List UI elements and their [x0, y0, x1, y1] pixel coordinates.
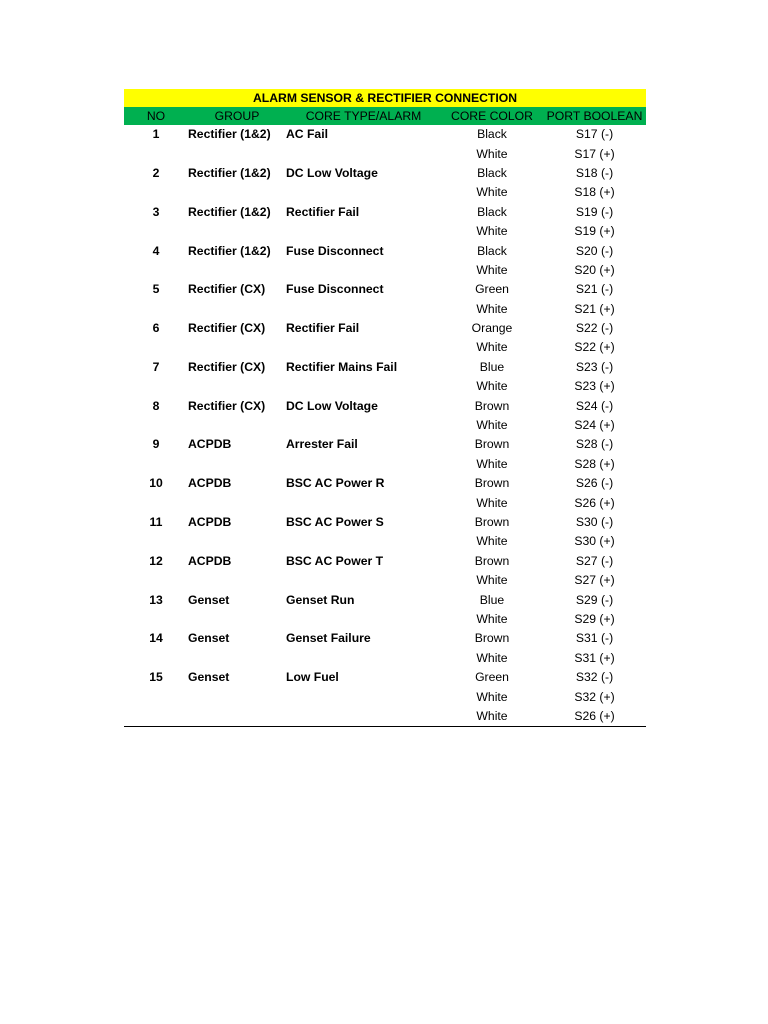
- cell-core-color: Brown: [474, 398, 510, 413]
- cell-port-boolean: S20 (+): [574, 262, 615, 277]
- cell-core-type: [286, 183, 441, 202]
- table-row: [124, 513, 646, 532]
- table-row: [124, 125, 646, 144]
- table-row: [124, 358, 646, 377]
- cell-core-color: White: [476, 534, 508, 549]
- cell-core-color: Green: [475, 282, 509, 297]
- cell-core-color: White: [476, 224, 508, 239]
- cell-core-type: Fuse Disconnect: [286, 243, 384, 258]
- cell-port-boolean: S28 (-): [575, 437, 614, 452]
- cell-port-boolean: S30 (-): [575, 515, 614, 529]
- cell-port-boolean: S26 (+): [574, 495, 615, 510]
- cell-group: [188, 222, 286, 241]
- cell-core-color: Black: [477, 127, 507, 142]
- cell-no: [124, 300, 188, 319]
- cell-core-color: White: [476, 146, 508, 161]
- cell-core-type: [286, 416, 441, 435]
- cell-group: ACPDB: [188, 553, 232, 568]
- table-row: [124, 319, 646, 338]
- cell-core-type: Arrester Fail: [286, 437, 358, 452]
- cell-core-type: Rectifier Fail: [286, 321, 360, 336]
- cell-core-type: BSC AC Power S: [286, 515, 384, 529]
- cell-core-type: AC Fail: [286, 127, 328, 142]
- cell-no: 13: [149, 592, 163, 607]
- cell-group: ACPDB: [188, 515, 232, 529]
- table-row: [124, 396, 646, 415]
- cell-group: Rectifier (1&2): [188, 165, 271, 180]
- cell-group: [188, 687, 286, 706]
- cell-core-type: DC Low Voltage: [286, 165, 378, 180]
- cell-no: 3: [152, 204, 160, 219]
- cell-core-type: [286, 649, 441, 668]
- cell-core-type: [286, 571, 441, 590]
- table-row: [124, 455, 646, 474]
- cell-group: [188, 416, 286, 435]
- cell-port-boolean: S23 (-): [575, 359, 614, 374]
- cell-port-boolean: S31 (+): [574, 650, 615, 665]
- cell-no: 5: [152, 282, 160, 297]
- header-port-boolean: PORT BOOLEAN: [543, 107, 646, 125]
- cell-core-color: Brown: [474, 437, 510, 452]
- cell-core-type: [286, 300, 441, 319]
- cell-no: [124, 222, 188, 241]
- cell-no: [124, 532, 188, 551]
- cell-port-boolean: S30 (+): [574, 534, 615, 549]
- cell-core-color: White: [476, 185, 508, 200]
- table-row: [124, 493, 646, 512]
- cell-no: [124, 610, 188, 629]
- cell-core-type: [286, 338, 441, 357]
- table-row: [124, 300, 646, 319]
- cell-no: 1: [152, 127, 160, 142]
- header-group: GROUP: [188, 107, 286, 125]
- cell-core-color: Black: [477, 165, 507, 180]
- table-row: [124, 338, 646, 357]
- cell-core-color: White: [476, 301, 508, 316]
- table-row: [124, 203, 646, 222]
- cell-no: 4: [152, 243, 160, 258]
- cell-core-type: [286, 144, 441, 163]
- cell-core-type: Low Fuel: [286, 670, 339, 685]
- cell-port-boolean: S24 (+): [574, 418, 615, 433]
- table-row: [124, 416, 646, 435]
- cell-core-color: White: [476, 573, 508, 588]
- cell-core-type: Genset Run: [286, 592, 355, 607]
- cell-core-type: [286, 261, 441, 280]
- cell-port-boolean: S29 (+): [574, 611, 615, 626]
- cell-port-boolean: S21 (-): [575, 282, 614, 297]
- cell-core-color: Brown: [474, 631, 510, 646]
- cell-core-type: [286, 493, 441, 512]
- cell-core-color: Orange: [471, 321, 513, 336]
- cell-group: [188, 532, 286, 551]
- table-row: [124, 590, 646, 609]
- cell-port-boolean: S18 (+): [574, 185, 615, 200]
- cell-core-type: DC Low Voltage: [286, 398, 378, 413]
- connection-table: [124, 89, 646, 726]
- cell-group: [188, 649, 286, 668]
- table-row: [124, 222, 646, 241]
- cell-no: 11: [149, 515, 163, 529]
- cell-port-boolean: S24 (-): [575, 398, 614, 413]
- cell-port-boolean: S22 (+): [574, 340, 615, 355]
- cell-core-color: Black: [477, 243, 507, 258]
- cell-group: [188, 300, 286, 319]
- table-row: [124, 532, 646, 551]
- cell-group: Genset: [188, 631, 230, 646]
- cell-port-boolean: S26 (-): [575, 476, 614, 491]
- cell-core-type: Rectifier Mains Fail: [286, 359, 398, 374]
- table-row: [124, 649, 646, 668]
- cell-group: [188, 338, 286, 357]
- table-row: [124, 377, 646, 396]
- cell-no: 7: [152, 359, 160, 374]
- cell-group: Rectifier (CX): [188, 321, 266, 336]
- cell-core-color: White: [476, 340, 508, 355]
- cell-no: 2: [152, 165, 160, 180]
- cell-core-color: White: [476, 262, 508, 277]
- table-body: [124, 125, 646, 726]
- cell-group: Rectifier (CX): [188, 359, 266, 374]
- cell-core-color: White: [476, 418, 508, 433]
- cell-group: Genset: [188, 592, 230, 607]
- cell-no: 12: [149, 553, 163, 568]
- cell-no: [124, 649, 188, 668]
- cell-core-type: BSC AC Power R: [286, 476, 385, 491]
- cell-port-boolean: S21 (+): [574, 301, 615, 316]
- cell-core-type: [286, 707, 441, 726]
- cell-no: [124, 493, 188, 512]
- cell-no: [124, 571, 188, 590]
- cell-core-color: Blue: [479, 592, 505, 607]
- cell-core-color: White: [476, 689, 508, 704]
- table-title: ALARM SENSOR & RECTIFIER CONNECTION: [124, 89, 646, 107]
- cell-no: [124, 687, 188, 706]
- cell-core-type: Fuse Disconnect: [286, 282, 384, 297]
- cell-core-type: [286, 222, 441, 241]
- cell-no: [124, 261, 188, 280]
- cell-core-type: [286, 455, 441, 474]
- cell-group: [188, 610, 286, 629]
- cell-no: [124, 707, 188, 726]
- table-row: [124, 707, 646, 726]
- cell-no: [124, 455, 188, 474]
- cell-core-color: White: [476, 650, 508, 665]
- cell-core-color: Brown: [474, 553, 510, 568]
- cell-port-boolean: S28 (+): [574, 456, 615, 471]
- cell-core-type: BSC AC Power T: [286, 553, 384, 568]
- cell-group: Rectifier (CX): [188, 398, 266, 413]
- cell-no: 8: [152, 398, 160, 413]
- cell-core-color: White: [476, 456, 508, 471]
- table-row: [124, 183, 646, 202]
- cell-no: 6: [152, 321, 160, 336]
- cell-port-boolean: S32 (-): [575, 670, 614, 685]
- cell-no: [124, 338, 188, 357]
- cell-group: [188, 707, 286, 726]
- table-row: [124, 280, 646, 299]
- cell-no: [124, 144, 188, 163]
- header-core-type: CORE TYPE/ALARM: [286, 107, 441, 125]
- cell-no: 14: [149, 631, 163, 646]
- cell-group: [188, 144, 286, 163]
- cell-core-type: Genset Failure: [286, 631, 371, 646]
- cell-port-boolean: S17 (+): [574, 146, 615, 161]
- cell-core-color: Brown: [474, 476, 510, 491]
- table-row: [124, 687, 646, 706]
- table-row: [124, 474, 646, 493]
- cell-core-color: White: [476, 495, 508, 510]
- cell-group: ACPDB: [188, 437, 232, 452]
- cell-group: Genset: [188, 670, 230, 685]
- cell-group: [188, 183, 286, 202]
- cell-group: Rectifier (1&2): [188, 243, 271, 258]
- table-title-row: [124, 89, 646, 107]
- cell-port-boolean: S31 (-): [575, 631, 614, 646]
- cell-no: [124, 183, 188, 202]
- cell-core-type: [286, 532, 441, 551]
- cell-port-boolean: S32 (+): [574, 689, 615, 704]
- cell-port-boolean: S19 (+): [574, 224, 615, 239]
- cell-group: [188, 571, 286, 590]
- cell-core-type: [286, 610, 441, 629]
- connection-table-sheet: [124, 89, 646, 727]
- cell-port-boolean: S23 (+): [574, 379, 615, 394]
- cell-no: [124, 416, 188, 435]
- cell-no: [124, 377, 188, 396]
- table-row: [124, 261, 646, 280]
- cell-group: [188, 493, 286, 512]
- cell-core-color: White: [476, 708, 508, 723]
- table-row: [124, 610, 646, 629]
- cell-group: Rectifier (CX): [188, 282, 266, 297]
- cell-port-boolean: S27 (-): [575, 553, 614, 568]
- table-row: [124, 571, 646, 590]
- cell-core-type: [286, 377, 441, 396]
- cell-core-color: Blue: [479, 359, 505, 374]
- table-row: [124, 164, 646, 183]
- cell-port-boolean: S17 (-): [575, 127, 614, 142]
- cell-group: Rectifier (1&2): [188, 127, 271, 142]
- header-no: NO: [124, 107, 188, 125]
- table-row: [124, 668, 646, 687]
- cell-core-type: [286, 687, 441, 706]
- cell-core-color: Green: [475, 670, 509, 685]
- cell-port-boolean: S22 (-): [575, 321, 614, 336]
- cell-core-color: White: [476, 379, 508, 394]
- header-core-color: CORE COLOR: [441, 107, 543, 125]
- cell-core-color: Black: [477, 204, 507, 219]
- table-row: [124, 241, 646, 260]
- cell-group: [188, 261, 286, 280]
- cell-no: 9: [152, 437, 160, 452]
- table-bottom-border: [124, 726, 646, 727]
- cell-port-boolean: S20 (-): [575, 243, 614, 258]
- table-header-row: [124, 107, 646, 125]
- table-row: [124, 552, 646, 571]
- cell-core-color: Brown: [474, 515, 510, 529]
- cell-no: 10: [149, 476, 163, 491]
- cell-port-boolean: S29 (-): [575, 592, 614, 607]
- cell-port-boolean: S18 (-): [575, 165, 614, 180]
- cell-core-type: Rectifier Fail: [286, 204, 360, 219]
- table-row: [124, 629, 646, 648]
- cell-core-color: White: [476, 611, 508, 626]
- cell-port-boolean: S26 (+): [574, 708, 615, 723]
- table-row: [124, 144, 646, 163]
- cell-group: [188, 455, 286, 474]
- cell-group: ACPDB: [188, 476, 232, 491]
- cell-group: [188, 377, 286, 396]
- cell-no: 15: [149, 670, 163, 685]
- cell-port-boolean: S27 (+): [574, 573, 615, 588]
- cell-group: Rectifier (1&2): [188, 204, 271, 219]
- table-row: [124, 435, 646, 454]
- cell-port-boolean: S19 (-): [575, 204, 614, 219]
